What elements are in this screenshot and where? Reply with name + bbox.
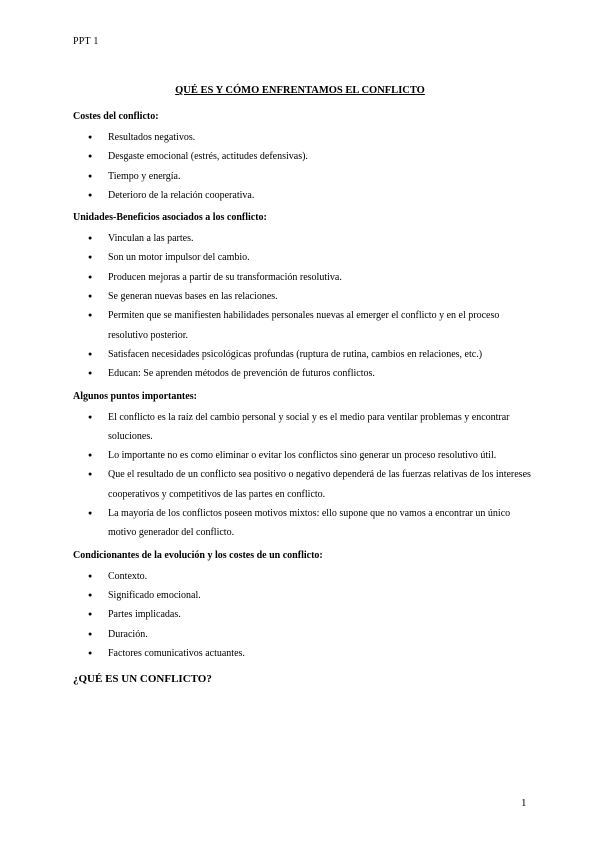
bullet-list: [73, 567, 533, 663]
list-item: ● Contexto.: [73, 567, 533, 586]
list-item: ● Significado emocional.: [73, 586, 533, 605]
list-item: ● Partes implicadas.: [73, 605, 533, 624]
closing-heading: ¿QUÉ ES UN CONFLICTO?: [73, 673, 212, 686]
document-body: [73, 110, 533, 685]
document-title: QUÉ ES Y CÓMO ENFRENTAMOS EL CONFLICTO: [175, 85, 425, 96]
list-item: ● Se generan nuevas bases en las relaciones.: [73, 287, 533, 306]
list-item: ● Factores comunicativos actuantes.: [73, 644, 533, 663]
page-number: 1: [521, 797, 527, 809]
bullet-list: [73, 128, 533, 205]
section-costes: [73, 110, 533, 205]
bullet-list: [73, 229, 533, 383]
list-item: ● Lo importante no es como eliminar o evitar los conflictos sino generar un proceso resolutivo útil.: [73, 446, 533, 465]
section-heading: Costes del conflicto:: [73, 111, 159, 122]
page-header: PPT 1: [73, 36, 99, 47]
list-item: ● Que el resultado de un conflicto sea positivo o negativo dependerá de las fuerzas relativas de los intereses cooperativos y competitivos de las partes en conflicto.: [73, 465, 533, 504]
section-heading: Algunos puntos importantes:: [73, 390, 197, 402]
list-item: ● Vinculan a las partes.: [73, 229, 533, 248]
list-item: ● Son un motor impulsor del cambio.: [73, 248, 533, 267]
list-item: ● Satisfacen necesidades psicológicas profundas (ruptura de rutina, cambios en relaciones, etc.): [73, 345, 533, 364]
bullet-list: [73, 408, 533, 543]
list-item: ● Duración.: [73, 625, 533, 644]
section-beneficios: [73, 211, 533, 383]
section-condicionantes: [73, 549, 533, 663]
list-item: ● Desgaste emocional (estrés, actitudes defensivas).: [73, 147, 533, 166]
list-item: ● Producen mejoras a partir de su transformación resolutiva.: [73, 268, 533, 287]
list-item: ● Deterioro de la relación cooperativa.: [73, 186, 533, 205]
section-heading: Condicionantes de la evolución y los costes de un conflicto:: [73, 549, 323, 561]
list-item: ● Resultados negativos.: [73, 128, 533, 147]
section-puntos-importantes: [73, 390, 533, 543]
list-item: ● La mayoría de los conflictos poseen motivos mixtos: ello supone que no vamos a encontrar un único motivo generador del conflicto.: [73, 504, 533, 543]
section-heading: Unidades-Beneficios asociados a los conflicto:: [73, 212, 267, 224]
list-item: ● Educan: Se aprenden métodos de prevención de futuros conflictos.: [73, 364, 533, 383]
list-item: ● Permiten que se manifiesten habilidades personales nuevas al emerger el conflicto y en el proceso resolutivo posterior.: [73, 306, 533, 345]
list-item: ● El conflicto es la raíz del cambio personal y social y es el medio para ventilar problemas y encontrar soluciones.: [73, 408, 533, 447]
list-item: ● Tiempo y energía.: [73, 167, 533, 186]
